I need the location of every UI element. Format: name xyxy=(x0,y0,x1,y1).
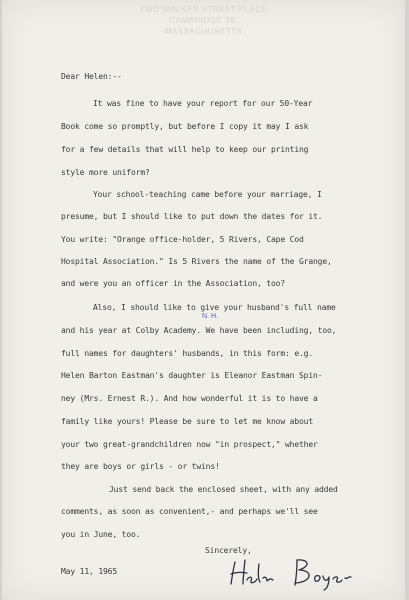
paragraph-line: Also, I should like to give your husband's full name xyxy=(93,303,336,312)
letterhead-line: CAMBRIDGE 38, xyxy=(169,16,238,25)
paragraph-line: your two great-grandchildren now "in prospect," whether xyxy=(61,440,318,449)
salutation: Dear Helen:-- xyxy=(61,72,122,81)
paragraph-line: Your school-teaching came before your marriage, I xyxy=(93,190,322,199)
letter-sheet xyxy=(2,0,405,600)
paragraph-line: Book come so promptly, but before I copy it may I ask xyxy=(61,122,309,131)
paragraph-line: Just send back the enclosed sheet, with any added xyxy=(109,485,338,494)
handwritten-correction: N. H. xyxy=(202,313,218,320)
paragraph-line: style more uniform? xyxy=(61,168,150,177)
closing: Sincerely, xyxy=(205,546,252,555)
paragraph-line: for a few details that will help to keep our printing xyxy=(61,145,309,154)
paragraph-line: comments, as soon as convenient,- and perhaps we'll see xyxy=(61,507,318,516)
paragraph-line: Helen Barton Eastman's daughter is Eleanor Eastman Spin- xyxy=(61,371,323,380)
paragraph-line: Hospital Association." Is 5 Rivers the name of the Grange, xyxy=(61,257,332,266)
handwritten-signature xyxy=(227,552,377,592)
paragraph-line: ney (Mrs. Ernest R.). And how wonderful it is to have a xyxy=(61,394,318,403)
letterhead xyxy=(2,4,405,37)
letter-date: May 11, 1965 xyxy=(61,567,117,576)
paragraph-line: presume, but I should like to put down the dates for it. xyxy=(61,212,323,221)
paragraph-line: you in June, too. xyxy=(61,530,141,539)
paragraph-line: and were you an officer in the Association, too? xyxy=(61,279,285,288)
letterhead-line: MASSACHUSETTS xyxy=(164,27,243,36)
paragraph-line: You write: "Orange office-holder, 5 Rivers, Cape Cod xyxy=(61,235,304,244)
paragraph-line: and his year at Colby Academy. We have been including, too, xyxy=(61,326,337,335)
paragraph-line: family like yours! Please be sure to let me know about xyxy=(61,417,313,426)
paragraph-line: they are boys or girls - or twins! xyxy=(61,462,220,471)
paragraph-line: It was fine to have your report for our 50-Year xyxy=(93,99,313,108)
paragraph-line: full names for daughters' husbands, in this form: e.g. xyxy=(61,349,313,358)
letterhead-line: TWO WALKER STREET PLACE xyxy=(139,5,268,14)
